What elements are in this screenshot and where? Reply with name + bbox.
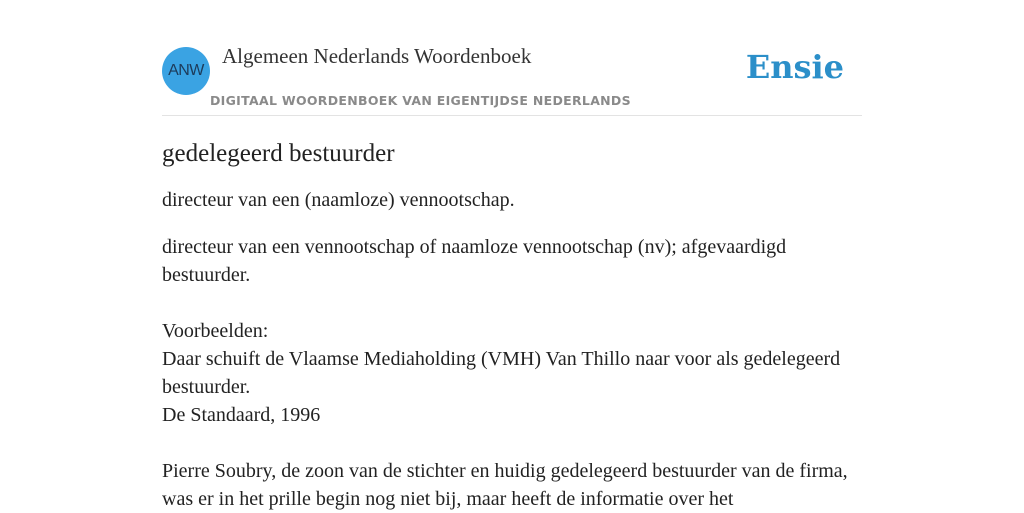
example-source: De Standaard, 1996 [162,404,321,426]
entry-content [162,138,862,513]
examples-heading: Voorbeelden: [162,320,269,342]
site-title[interactable]: Algemeen Nederlands Woordenboek [222,44,532,68]
example-text: Pierre Soubry, de zoon van de stichter en huidig gedelegeerd bestuurder van de firma, was er in het prille begin nog niet bij, maar heeft de informatie over het [162,460,848,510]
site-header [162,0,862,116]
anw-logo[interactable]: ANW [162,47,210,95]
ensie-brand-link[interactable]: Ensie [745,48,844,86]
example-text: Daar schuift de Vlaamse Mediaholding (VMH) Van Thillo naar voor als gedelegeerd bestuurder. [162,348,841,398]
spacer [162,289,862,317]
short-definition: directeur van een (naamloze) vennootschap. [162,189,515,211]
long-definition: directeur van een vennootschap of naamloze vennootschap (nv); afgevaardigd bestuurder. [162,236,787,286]
site-subtitle: DIGITAAL WOORDENBOEK VAN EIGENTIJDSE NEDERLANDS [210,93,631,108]
page [162,0,862,512]
spacer [162,429,862,457]
entry-headword: gedelegeerd bestuurder [162,140,395,167]
